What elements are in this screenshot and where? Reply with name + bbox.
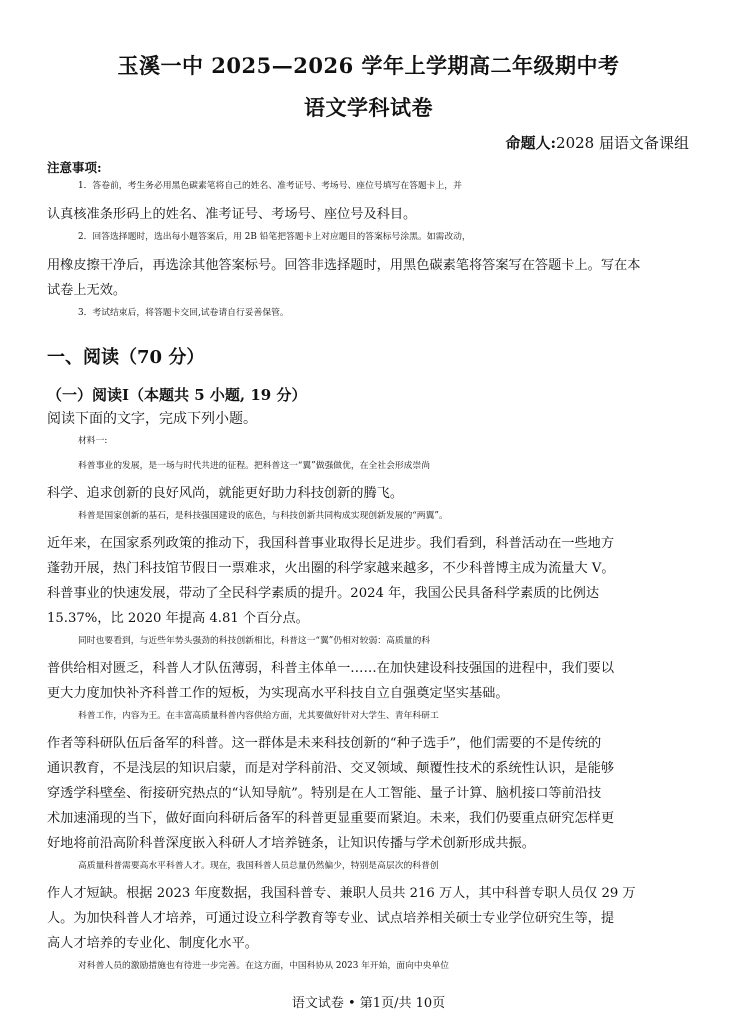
body-line: 同时也要看到，与近些年势头强劲的科技创新相比，科普这一“翼”仍相对较弱：高质量的科 — [78, 636, 431, 646]
body-line: 科学、追求创新的良好风尚，就能更好助力科技创新的腾飞。 — [47, 486, 404, 501]
notice-line: 认真核准条形码上的姓名、准考证号、考场号、座位号及科目。 — [47, 207, 417, 222]
instruction-text: 阅读下面的文字，完成下列小题。 — [47, 411, 257, 427]
body-line: 高人才培养的专业化、制度化水平。 — [47, 936, 258, 951]
body-line: 蓬勃开展，热门科技馆节假日一票难求，火出圈的科学家越来越多，不少科普博主成为流量大 V。 — [47, 561, 615, 576]
notice-line: 用橡皮擦干净后，再选涂其他答案标号。回答非选择题时，用黑色碳素笔将答案写在答题卡上。写在本 — [47, 258, 641, 273]
body-line: 更大力度加快补齐科普工作的短板，为实现高水平科技自立自强奠定坚实基础。 — [47, 686, 509, 701]
author-label: 命题人: — [505, 134, 557, 152]
material-label: 材料一: — [78, 436, 108, 446]
body-line: 通识教育，不是浅层的知识启蒙，而是对学科前沿、交叉领域、颠覆性技术的系统性认识，是能够 — [47, 761, 615, 776]
exam-title: 玉溪一中 2025—2026 学年上学期高二年级期中考 — [117, 53, 620, 78]
body-line: 作者等科研队伍后备军的科普。这一群体是未来科技创新的“种子选手”，他们需要的不是传统的 — [47, 736, 602, 751]
notice-line: 3．考试结束后，将答题卡交回,试卷请自行妥善保管。 — [78, 308, 289, 318]
body-line: 对科普人员的激励措施也有待进一步完善。在这方面，中国科协从 2023 年开始，面向中央单位 — [78, 961, 450, 971]
body-line: 穿透学科壁垒、衔接研究热点的“认知导航”。特别是在人工智能、量子计算、脑机接口等前沿技 — [47, 786, 602, 801]
body-line: 近年来，在国家系列政策的推动下，我国科普事业取得长足进步。我们看到，科普活动在一些地方 — [47, 536, 615, 551]
body-line: 科普事业的发展，是一场与时代共进的征程。把科普这一“翼”做强做优，在全社会形成崇尚 — [78, 461, 431, 471]
body-line: 15.37%，比 2020 年提高 4.81 个百分点。 — [47, 611, 309, 626]
body-line: 科普是国家创新的基石，是科技强国建设的底色，与科技创新共同构成实现创新发展的“两翼”。 — [78, 511, 448, 521]
body-line: 好地将前沿高阶科普深度嵌入科研人才培养链条，让知识传播与学术创新形成共振。 — [47, 836, 535, 851]
body-line: 人。为加快科普人才培养，可通过设立科学教育等专业、试点培养相关硕士专业学位研究生等，提 — [47, 911, 615, 926]
author-line — [506, 132, 690, 153]
author-value: 2028 届语文备课组 — [556, 134, 689, 152]
subsection-title: （一）阅读Ⅰ（本题共 5 小题, 19 分） — [47, 386, 307, 404]
notice-line: 试卷上无效。 — [47, 283, 127, 298]
notice-line: 1．答卷前，考生务必用黑色碳素笔将自己的姓名、准考证号、考场号、座位号填写在答题卡上，并 — [78, 181, 462, 191]
body-line: 术加速涌现的当下，做好面向科研后备军的科普更显重要而紧迫。未来，我们仍要重点研究怎样更 — [47, 811, 615, 826]
notice-heading: 注意事项: — [47, 160, 102, 175]
body-line: 作人才短缺。根据 2023 年度数据，我国科普专、兼职人员共 216 万人，其中科普专职人员仅 29 万 — [47, 886, 636, 901]
section-title: 一、阅读（70 分） — [47, 347, 205, 368]
page-footer: 语文试卷 • 第1页/共 10页 — [291, 996, 446, 1011]
body-line: 高质量科普需要高水平科普人才。现在，我国科普人员总量仍然偏少，特别是高层次的科普创 — [78, 861, 439, 871]
body-line: 普供给相对匮乏，科普人才队伍薄弱，科普主体单一……在加快建设科技强国的进程中，我们要以 — [47, 661, 615, 676]
notice-line: 2．回答选择题时，选出每小题答案后，用 2B 铅笔把答题卡上对应题目的答案标号涂黑。如需改动， — [78, 232, 471, 242]
subject-title: 语文学科试卷 — [304, 95, 433, 120]
body-line: 科普事业的快速发展，带动了全民科学素质的提升。2024 年，我国公民具备科学素质的比例达 — [47, 586, 600, 601]
body-line: 科普工作，内容为王。在丰富高质量科普内容供给方面，尤其要做好针对大学生、青年科研工 — [78, 711, 439, 721]
